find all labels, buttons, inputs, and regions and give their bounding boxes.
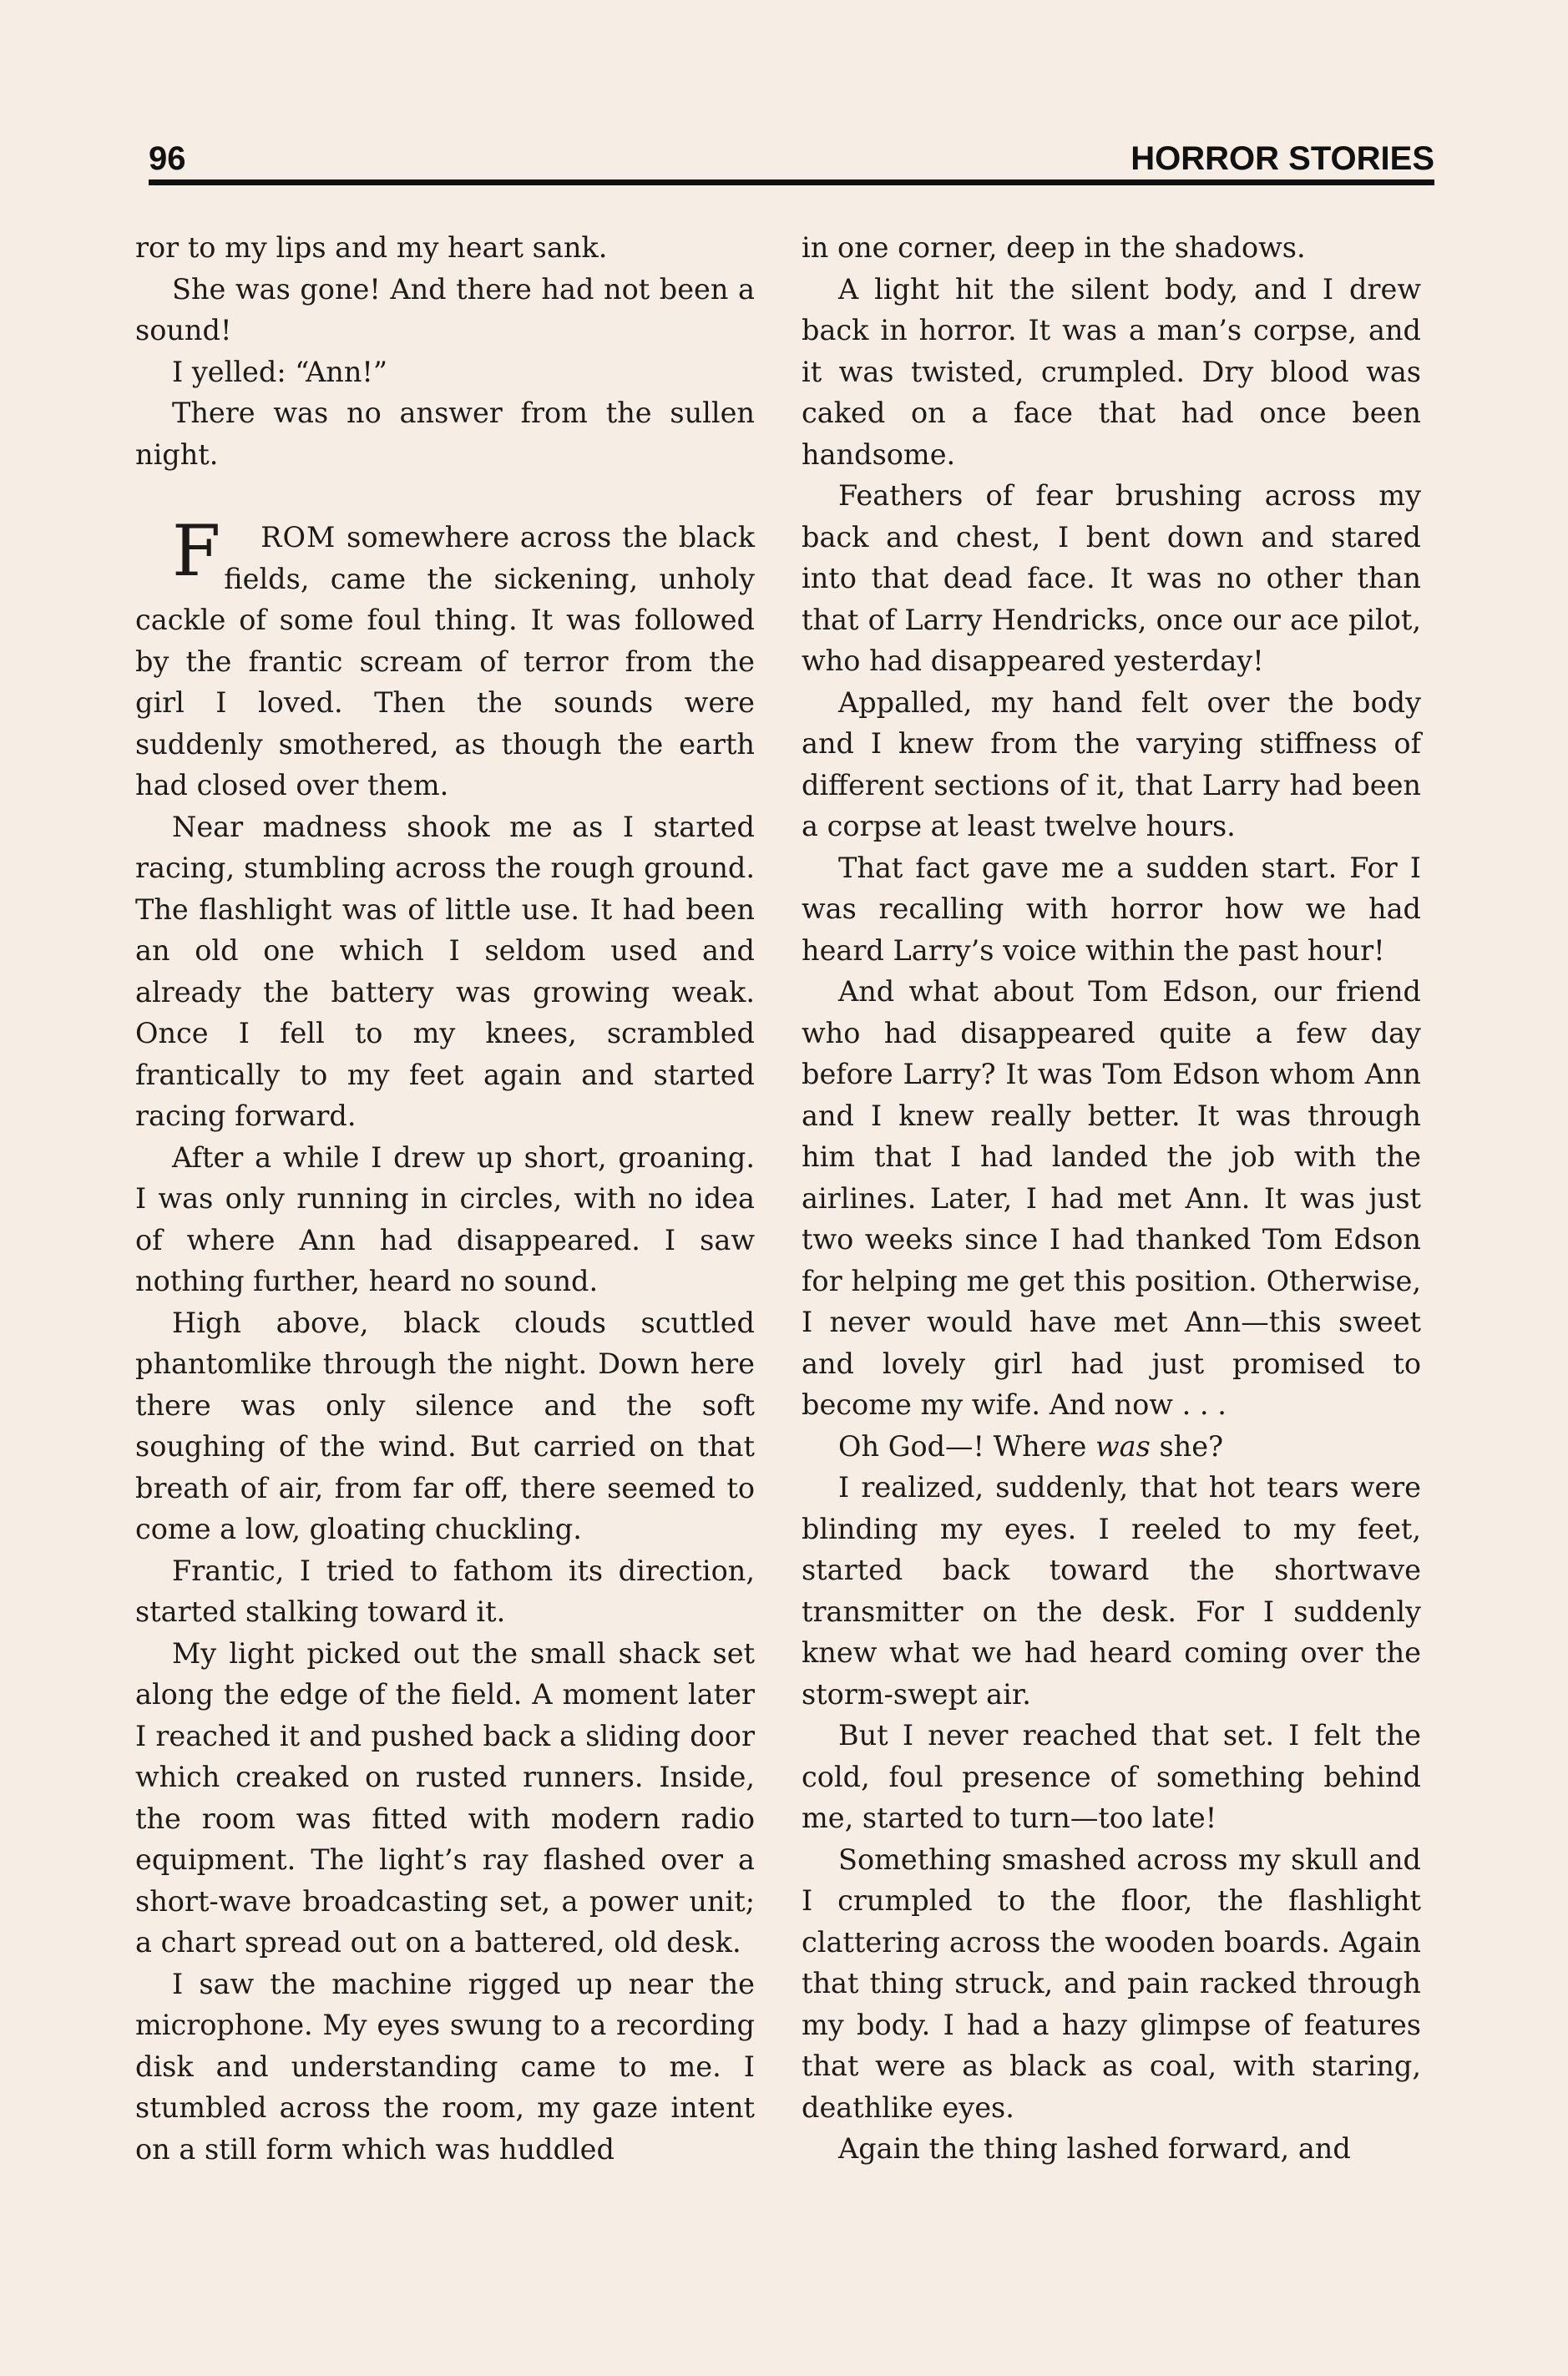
paragraph: Again the thing lashed forward, and bbox=[838, 2132, 1351, 2165]
header-rule bbox=[149, 179, 1434, 185]
paragraph: She was gone! And there had not been a sound! bbox=[135, 272, 755, 346]
paragraph: That fact gave me a sudden start. For I was recalling with horror how we had heard Larry’s voice within the past hour! bbox=[802, 851, 1421, 967]
paragraph: I realized, suddenly, that hot tears were blinding my eyes. I reeled to my feet, started back toward the shortwave transmitter on the desk. For I suddenly knew what we had heard coming over the storm-swept air. bbox=[802, 1471, 1421, 1711]
page-header bbox=[149, 125, 1434, 175]
paragraph: I saw the machine rigged up near the microphone. My eyes swung to a recording disk and understanding came to me. I stumbled across the room, my gaze intent on a still form which was huddled bbox=[135, 1967, 755, 2166]
paragraph: in one corner, deep in the shadows. bbox=[802, 231, 1306, 264]
running-title: HORROR STORIES bbox=[1130, 140, 1434, 177]
section-opening-paragraph bbox=[135, 510, 755, 806]
paragraph-text: Oh God—! Where bbox=[838, 1429, 1095, 1463]
paragraph bbox=[802, 1426, 1421, 1468]
paragraph: Frantic, I tried to fathom its direction, started stalking toward it. bbox=[135, 1554, 755, 1628]
drop-cap: F bbox=[172, 510, 221, 592]
paragraph: After a while I drew up short, groaning. I was only running in circles, with no idea of where Ann had disappeared. I saw nothing further, heard no sound. bbox=[135, 1140, 755, 1297]
paragraph: Appalled, my hand felt over the body and I knew from the varying stiffness of different sections of it, that Larry had been a corpse at least twelve hours. bbox=[802, 685, 1421, 842]
paragraph: High above, black clouds scuttled phantomlike through the night. Down here there was only silence and the soft soughing of the wind. But carried on that breath of air, from far off, there seemed to come a low, gloating chuckling. bbox=[135, 1306, 755, 1545]
paragraph: Something smashed across my skull and I crumpled to the floor, the flashlight clattering across the wooden boards. Again that thing struck, and pain racked through my body. I had a hazy glimpse of features that were as black as coal, with staring, deathlike eyes. bbox=[802, 1843, 1421, 2124]
small-caps-lead: ROM bbox=[260, 521, 336, 554]
left-column bbox=[135, 227, 755, 2170]
paragraph: There was no answer from the sullen night. bbox=[135, 397, 755, 471]
paragraph: A light hit the silent body, and I drew back in horror. It was a man’s corpse, and it was twisted, crumpled. Dry blood was caked on a face that had once been handsome. bbox=[802, 272, 1421, 471]
paragraph: But I never reached that set. I felt the cold, foul presence of something behind me, started to turn—too late! bbox=[802, 1719, 1421, 1834]
paragraph: My light picked out the small shack set along the edge of the field. A moment later I reached it and pushed back a sliding door which creaked on rusted runners. Inside, the room was fitted with modern radio equipment. The light’s ray flashed over a short-wave broadcasting set, a power unit; a chart spread out on a battered, old desk. bbox=[135, 1636, 755, 1959]
paragraph-text: she? bbox=[1150, 1429, 1224, 1463]
paragraph: And what about Tom Edson, our friend who had disappeared quite a few day before Larry? It was Tom Edson whom Ann and I knew really better. It was through him that I had landed the job with the airlines. Later, I had met Ann. It was just two weeks since I had thanked Tom Edson for helping me get this position. Otherwise, I never would have met Ann—this sweet and lovely girl had just promised to become my wife. And now . . . bbox=[802, 975, 1421, 1421]
paragraph: ror to my lips and my heart sank. bbox=[135, 231, 608, 264]
paragraph: Feathers of fear brushing across my back and chest, I bent down and stared into that dead face. It was no other than that of Larry Hendricks, once our ace pilot, who had disappeared yesterday! bbox=[802, 479, 1421, 677]
paragraph: Near madness shook me as I started racing, stumbling across the rough ground. The flashlight was of little use. It had been an old one which I seldom used and already the battery was growing weak. Once I fell to my knees, scrambled frantically to my feet again and started racing forward. bbox=[135, 810, 755, 1132]
right-column bbox=[802, 227, 1421, 2170]
page-number: 96 bbox=[149, 140, 186, 177]
paragraph: I yelled: “Ann!” bbox=[172, 355, 388, 388]
paragraph-text: somewhere across the black fields, came the sickening, unholy cackle of some foul thing. It was followed by the frantic scream of terror from the girl I loved. Then the sounds were suddenly smothered, as though the earth had closed over them. bbox=[135, 521, 755, 801]
italic-emphasis: was bbox=[1095, 1429, 1151, 1463]
